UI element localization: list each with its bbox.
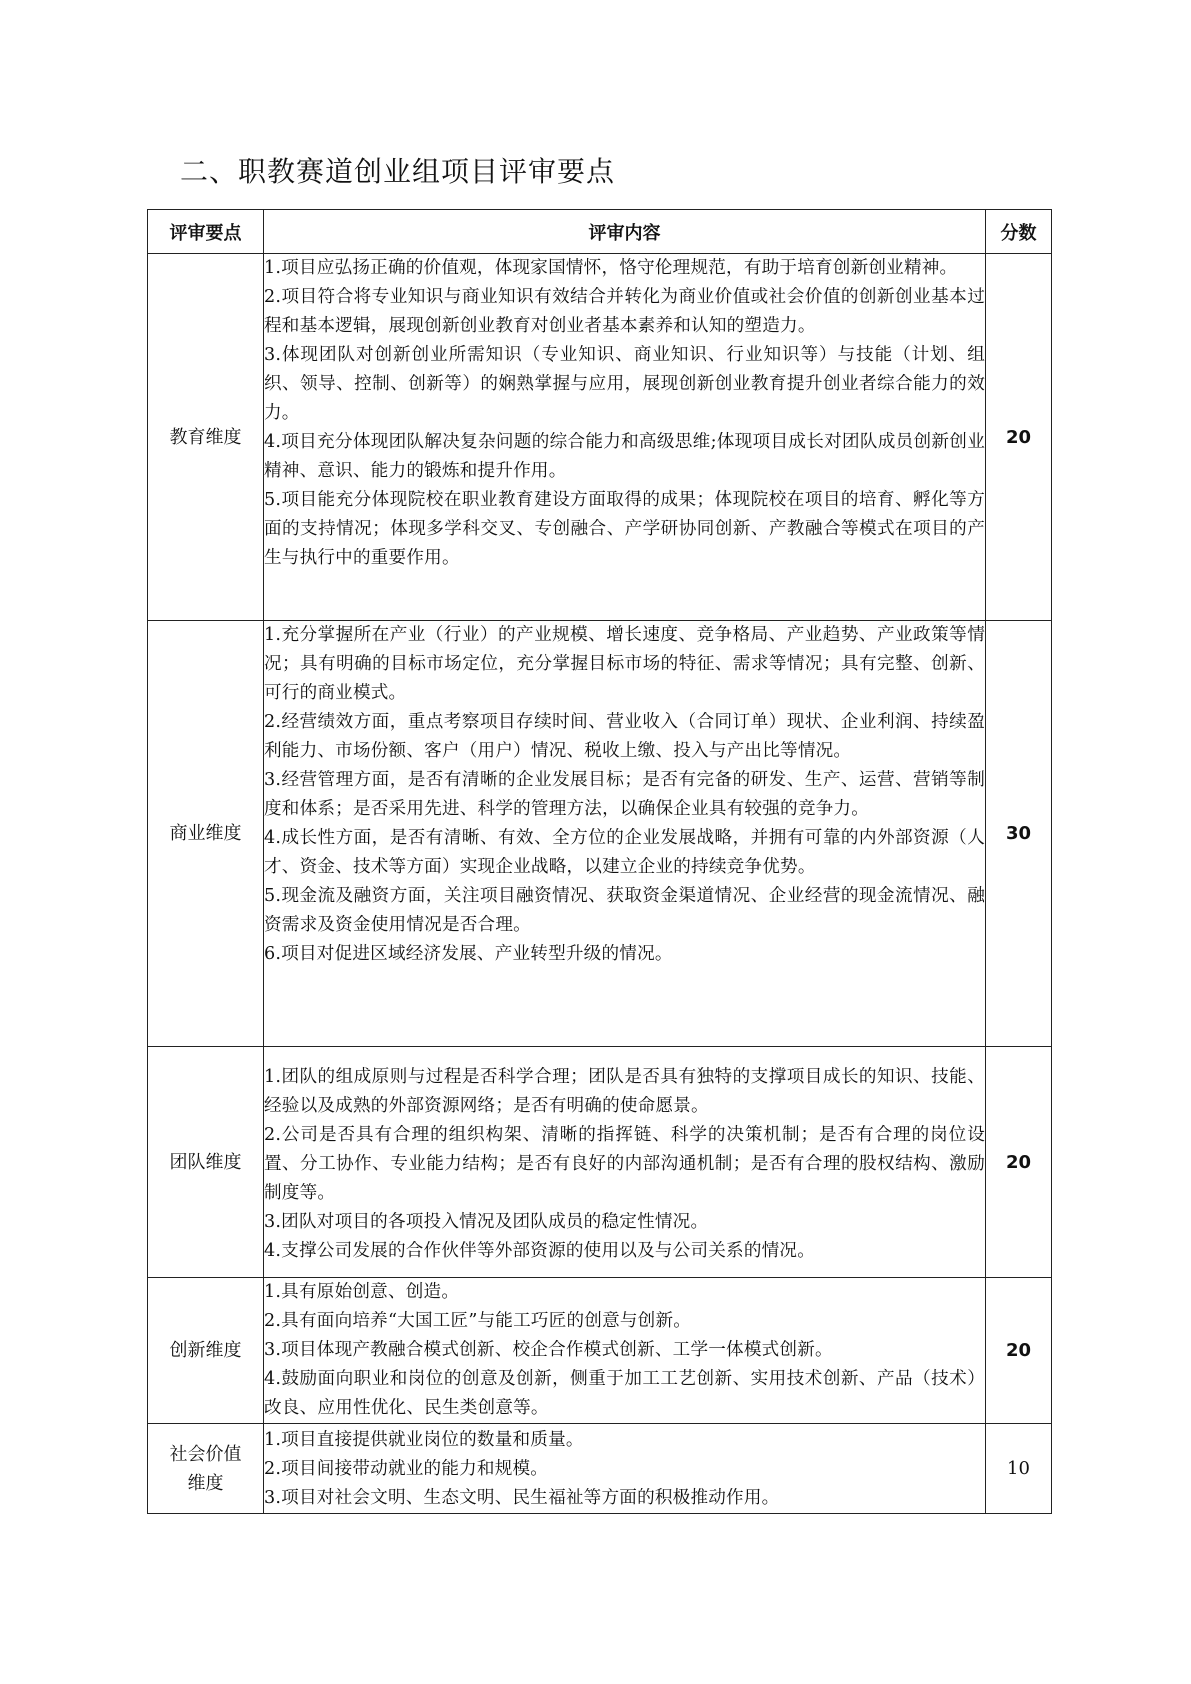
criterion-item: 4.支撑公司发展的合作伙伴等外部资源的使用以及与公司关系的情况。 bbox=[264, 1241, 816, 1261]
table-row-social-value bbox=[148, 1424, 1052, 1514]
criterion-item: 6.项目对促进区域经济发展、产业转型升级的情况。 bbox=[264, 944, 673, 964]
criterion-item: 2.公司是否具有合理的组织构架、清晰的指挥链、科学的决策机制；是否有合理的岗位设置、分工协作、专业能力结构；是否有良好的内部沟通机制；是否有合理的股权结构、激励制度等。 bbox=[264, 1125, 985, 1203]
criterion-item: 4.项目充分体现团队解决复杂问题的综合能力和高级思维;体现项目成长对团队成员创新创业精神、意识、能力的锻炼和提升作用。 bbox=[264, 432, 985, 481]
criterion-item: 2.项目间接带动就业的能力和规模。 bbox=[264, 1459, 549, 1479]
table-row-team bbox=[148, 1047, 1052, 1278]
dimension-social-value bbox=[148, 1424, 264, 1514]
header-score: 分数 bbox=[986, 210, 1052, 254]
score-social-value: 10 bbox=[986, 1424, 1052, 1514]
criterion-item: 2.项目符合将专业知识与商业知识有效结合并转化为商业价值或社会价值的创新创业基本过程和基本逻辑，展现创新创业教育对创业者基本素养和认知的塑造力。 bbox=[264, 287, 985, 336]
dimension-business: 商业维度 bbox=[148, 621, 264, 1047]
score-innovation: 20 bbox=[986, 1278, 1052, 1424]
criterion-item: 1.项目直接提供就业岗位的数量和质量。 bbox=[264, 1430, 584, 1450]
content-team bbox=[264, 1047, 986, 1278]
dimension-social-value-line1: 社会价值 bbox=[169, 1443, 242, 1465]
dimension-team: 团队维度 bbox=[148, 1047, 264, 1278]
criterion-item: 1.充分掌握所在产业（行业）的产业规模、增长速度、竞争格局、产业趋势、产业政策等情况；具有明确的目标市场定位，充分掌握目标市场的特征、需求等情况；具有完整、创新、可行的商业模式。 bbox=[264, 625, 985, 703]
score-education: 20 bbox=[986, 254, 1052, 621]
dimension-social-value-line2: 维度 bbox=[187, 1472, 224, 1494]
content-innovation bbox=[264, 1278, 986, 1424]
criterion-item: 3.项目体现产教融合模式创新、校企合作模式创新、工学一体模式创新。 bbox=[264, 1340, 833, 1360]
content-business bbox=[264, 621, 986, 1047]
criterion-item: 4.鼓励面向职业和岗位的创意及创新，侧重于加工工艺创新、实用技术创新、产品（技术）改良、应用性优化、民生类创意等。 bbox=[264, 1369, 985, 1418]
criterion-item: 3.经营管理方面，是否有清晰的企业发展目标；是否有完备的研发、生产、运营、营销等制度和体系；是否采用先进、科学的管理方法，以确保企业具有较强的竞争力。 bbox=[264, 770, 985, 819]
dimension-innovation: 创新维度 bbox=[148, 1278, 264, 1424]
table-header-row bbox=[148, 210, 1052, 254]
review-criteria-table bbox=[147, 209, 1052, 1514]
criterion-item: 4.成长性方面，是否有清晰、有效、全方位的企业发展战略，并拥有可靠的内外部资源（人才、资金、技术等方面）实现企业战略，以建立企业的持续竞争优势。 bbox=[264, 828, 985, 877]
criterion-item: 3.团队对项目的各项投入情况及团队成员的稳定性情况。 bbox=[264, 1212, 709, 1232]
page-title: 二、职教赛道创业组项目评审要点 bbox=[180, 155, 616, 188]
table-row-business bbox=[148, 621, 1052, 1047]
criterion-item: 5.项目能充分体现院校在职业教育建设方面取得的成果；体现院校在项目的培育、孵化等方面的支持情况；体现多学科交叉、专创融合、产学研协同创新、产教融合等模式在项目的产生与执行中的重要作用。 bbox=[264, 490, 985, 568]
table-row-innovation bbox=[148, 1278, 1052, 1424]
header-content: 评审内容 bbox=[264, 210, 986, 254]
content-education bbox=[264, 254, 986, 621]
criterion-item: 1.具有原始创意、创造。 bbox=[264, 1282, 460, 1302]
criterion-item: 1.项目应弘扬正确的价值观，体现家国情怀，恪守伦理规范，有助于培育创新创业精神。 bbox=[264, 258, 958, 278]
score-team: 20 bbox=[986, 1047, 1052, 1278]
header-dimension: 评审要点 bbox=[148, 210, 264, 254]
criterion-item: 5.现金流及融资方面，关注项目融资情况、获取资金渠道情况、企业经营的现金流情况、融资需求及资金使用情况是否合理。 bbox=[264, 886, 985, 935]
criterion-item: 3.项目对社会文明、生态文明、民生福祉等方面的积极推动作用。 bbox=[264, 1488, 780, 1508]
criterion-item: 2.具有面向培养“大国工匠”与能工巧匠的创意与创新。 bbox=[264, 1311, 692, 1331]
dimension-education: 教育维度 bbox=[148, 254, 264, 621]
score-business: 30 bbox=[986, 621, 1052, 1047]
content-social-value bbox=[264, 1424, 986, 1514]
criterion-item: 1.团队的组成原则与过程是否科学合理；团队是否具有独特的支撑项目成长的知识、技能、经验以及成熟的外部资源网络；是否有明确的使命愿景。 bbox=[264, 1067, 985, 1116]
criterion-item: 3.体现团队对创新创业所需知识（专业知识、商业知识、行业知识等）与技能（计划、组织、领导、控制、创新等）的娴熟掌握与应用，展现创新创业教育提升创业者综合能力的效力。 bbox=[264, 345, 985, 423]
table-row-education bbox=[148, 254, 1052, 621]
criterion-item: 2.经营绩效方面，重点考察项目存续时间、营业收入（合同订单）现状、企业利润、持续盈利能力、市场份额、客户（用户）情况、税收上缴、投入与产出比等情况。 bbox=[264, 712, 985, 761]
